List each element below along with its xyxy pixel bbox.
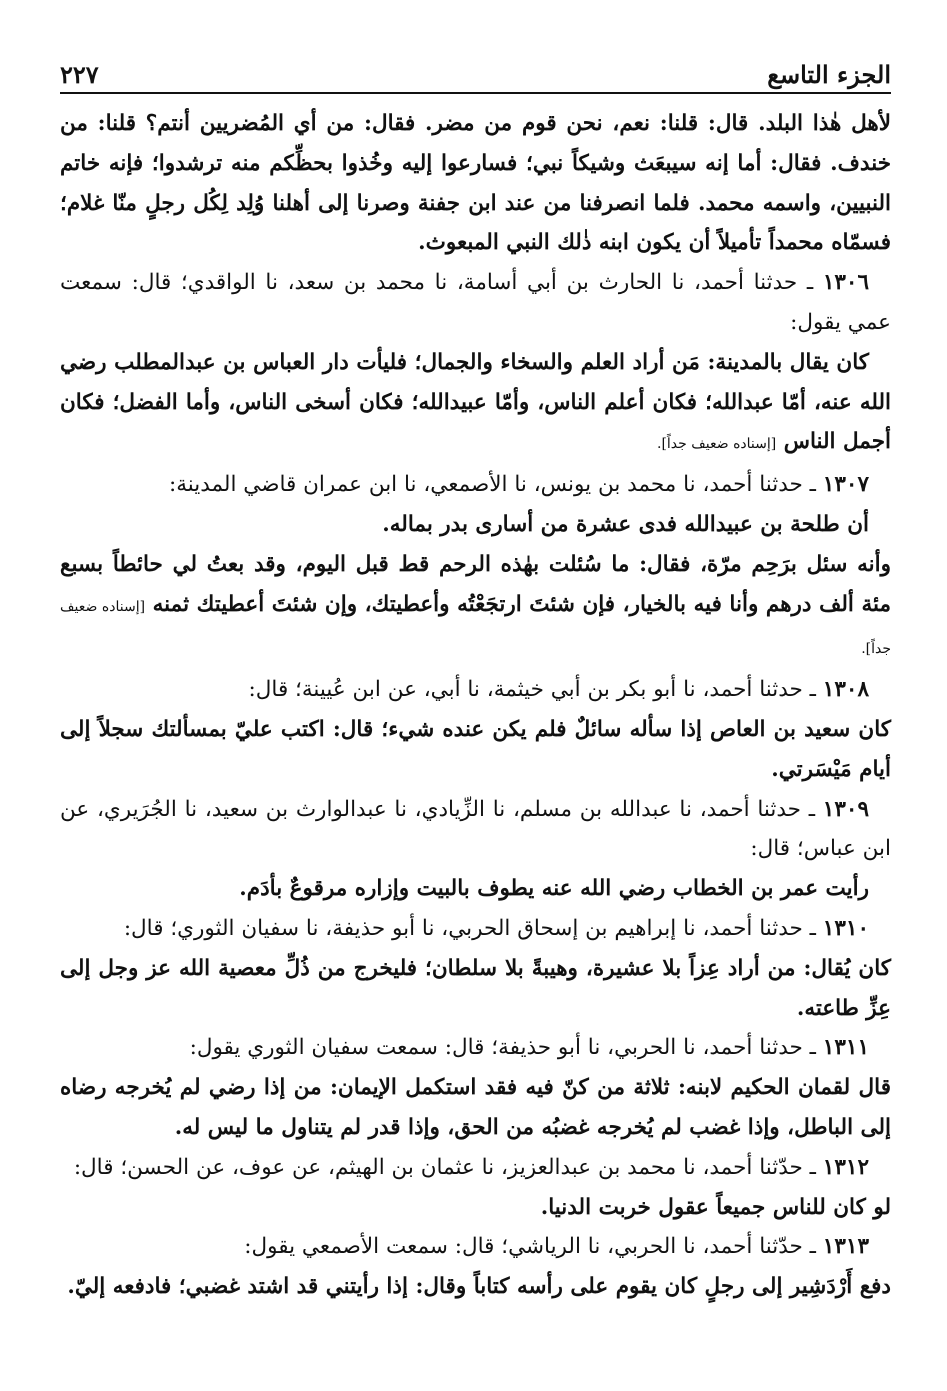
matn-paragraph: وأنه سئل برَحِم مرّة، فقال: ما سُئلت بهٰذه الرحم قط قبل اليوم، وقد بعتُ لي حائطاً بسبع مئة ألف درهم وأنا فيه بالخيار، فإن شئتَ ارتجَعْتُه وأعطيتك، وإن شئتَ أعطيتك ثمنه [إسناده ضعيف جداً].: [60, 551, 891, 658]
hadith-number: ١٣١٠: [822, 915, 869, 941]
isnad-paragraph: ١٣١٣ ـ حدّثنا أحمد، نا الحربي، نا الرياشي؛ قال: سمعت الأصمعي يقول:: [244, 1234, 869, 1260]
hadith-number: ١٣٠٧: [822, 472, 869, 498]
hadith-number: ١٣٠٦: [822, 270, 870, 296]
header-rule: [60, 92, 891, 94]
isnad-paragraph: ١٣٠٨ ـ حدثنا أحمد، نا أبو بكر بن أبي خيثمة، نا أبي، عن ابن عُيينة؛ قال:: [248, 677, 869, 703]
matn-paragraph: كان سعيد بن العاص إذا سأله سائلٌ فلم يكن عنده شيء؛ قال: اكتب عليّ بمسألتك سجلاً إلى أيام مَيْسَرتي.: [60, 716, 891, 782]
isnad-paragraph: ١٣٠٩ ـ حدثنا أحمد، نا عبدالله بن مسلم، نا الزِّيادي، نا عبدالوارث بن سعيد، نا الجُرَيري، عن ابن عباس؛ قال:: [60, 796, 891, 862]
isnad-paragraph: ١٣٠٧ ـ حدثنا أحمد، نا محمد بن يونس، نا الأصمعي، نا ابن عمران قاضي المدينة:: [168, 472, 869, 498]
matn-paragraph: رأيت عمر بن الخطاب رضي الله عنه يطوف بالبيت وإزاره مرقوعٌ بأدَم.: [239, 876, 869, 902]
page-number: ٢٢٧: [60, 60, 99, 89]
hadith-number: ١٣١٢: [822, 1154, 869, 1180]
matn-paragraph: دفع أَرْدَشِير إلى رجلٍ كان يقوم على رأسه كتاباً وقال: إذا رأيتني قد اشتد غضبي؛ فادفعه إليّ.: [67, 1274, 891, 1300]
matn-paragraph: قال لقمان الحكيم لابنه: ثلاثة من كنّ فيه فقد استكمل الإيمان: من إذا رضي لم يُخرجه رضاه إلى الباطل، وإذا غضب لم يُخرجه غضبُه من الحق، وإذا قدر لم يتناول ما ليس له.: [60, 1075, 891, 1140]
text-block: لأهل هٰذا البلد. قال: قلنا: نعم، نحن قوم من مضر. فقال: من أي المُضريين أنتم؟ قلنا: من خندف. فقال: أما إنه سيبعَث وشيكاً نبي؛ فسارعوا إليه وخُذوا بحظِّكم منه ترشدوا؛ فإنه خاتم النبيين، واسمه محمد. فلما انصرفنا من عند ابن جفنة وصرنا إلى أهلنا وُلِد لِكُل رجلٍ منّا غلام؛ فسمّاه محمداً تأميلاً أن يكون ابنه ذٰلك النبي المبعوث.: [60, 111, 891, 256]
page-header: [60, 52, 891, 90]
isnad-paragraph: ١٣١٢ ـ حدّثنا أحمد، نا محمد بن عبدالعزيز، نا عثمان بن الهيثم، عن عوف، عن الحسن؛ قال:: [73, 1154, 869, 1180]
matn-paragraph: أن طلحة بن عبيدالله فدى عشرة من أسارى بدر بماله.: [382, 511, 869, 537]
hadith-number: ١٣٠٩: [822, 796, 869, 822]
hadith-number: ١٣١٣: [822, 1234, 869, 1260]
grading-note: [إسناده ضعيف جداً].: [657, 436, 777, 453]
matn-paragraph: لو كان للناس جميعاً عقول خربت الدنيا.: [540, 1194, 891, 1220]
isnad-paragraph: ١٣١١ ـ حدثنا أحمد، نا الحربي، نا أبو حذيفة؛ قال: سمعت سفيان الثوري يقول:: [189, 1035, 869, 1061]
isnad-paragraph: ١٣١٠ ـ حدثنا أحمد، نا إبراهيم بن إسحاق الحربي، نا أبو حذيفة، نا سفيان الثوري؛ قال:: [123, 915, 869, 941]
hadith-number: ١٣١١: [822, 1035, 869, 1061]
matn-paragraph: كان يقال بالمدينة: مَن أراد العلم والسخاء والجمال؛ فليأت دار العباس بن عبدالمطلب رضي الله عنه، أمّا عبدالله؛ فكان أعلم الناس، وأمّا عبيدالله؛ فكان أسخى الناس، وأما الفضل؛ فكان أجمل الناس [إسناده ضعيف جداً].: [60, 349, 891, 455]
isnad-paragraph: ١٣٠٦ ـ حدثنا أحمد، نا الحارث بن أبي أسامة، نا محمد بن سعد، نا الواقدي؛ قال: سمعت عمي يقول:: [60, 270, 891, 335]
running-title: الجزء التاسع: [767, 60, 891, 89]
hadith-number: ١٣٠٨: [822, 677, 869, 703]
matn-paragraph: كان يُقال: من أراد عِزاً بلا عشيرة، وهيبةً بلا سلطان؛ فليخرج من ذُلِّ معصية الله عز وجل إلى عِزِّ طاعته.: [60, 955, 891, 1021]
grading-note: [إسناده ضعيف جداً].: [60, 598, 891, 658]
